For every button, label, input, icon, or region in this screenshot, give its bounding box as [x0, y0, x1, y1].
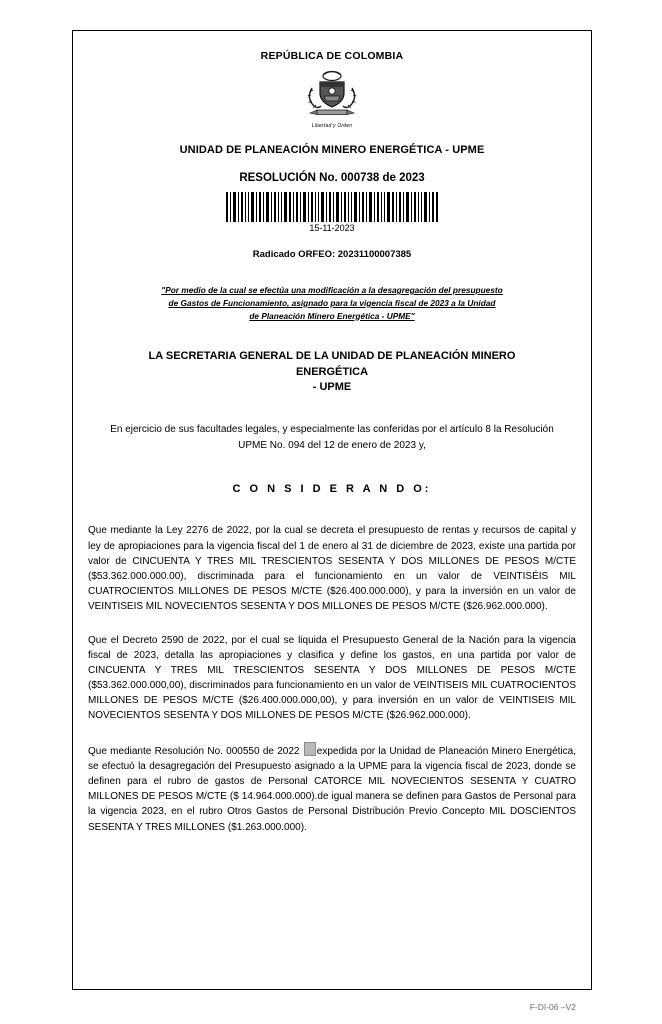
subject-line-3: de Planeación Minero Energética - UPME" — [249, 310, 415, 321]
barcode-date: 15-11-2023 — [309, 223, 355, 233]
authority-line-3: - UPME — [312, 381, 352, 394]
footer-form-code: F-DI-06 –V2 — [529, 1002, 576, 1012]
coat-of-arms-icon — [300, 68, 364, 130]
considerando-heading: C O N S I D E R A N D O: — [232, 483, 432, 496]
subject-line-1: "Por medio de la cual se efectúa una modificación a la desagregación del presupuesto — [161, 285, 503, 295]
paragraph-3 — [88, 742, 576, 835]
document-subject — [108, 284, 556, 323]
stamp-mark-icon — [304, 742, 316, 756]
subject-line-2: de Gastos de Funcionamiento, asignado para la vigencia fiscal de 2023 a la Unidad — [168, 297, 496, 308]
legal-faculties-text: En ejercicio de sus facultades legales, y especialmente las conferidas por el artículo 8 la Resolución UPME No. 094 del 12 de enero de 2023 y, — [110, 424, 554, 451]
coat-of-arms-motto: Libertad y Orden — [311, 123, 353, 129]
country-title: REPÚBLICA DE COLOMBIA — [260, 50, 404, 62]
paragraph-3-part-1: Que mediante Resolución No. 000550 de 2022 — [88, 745, 303, 757]
barcode-image — [224, 192, 440, 222]
resolution-title: RESOLUCIÓN No. 000738 de 2023 — [239, 172, 425, 184]
paragraph-1: Que mediante la Ley 2276 de 2022, por la cual se decreta el presupuesto de rentas y recursos de capital y ley de apropiaciones para la vigencia fiscal del 1 de enero al 31 de diciembre de 2023, existe una partida por valor de CINCUENTA Y TRES MIL TRESCIENTOS SESENTA Y DOS MILLONES DE PESOS M/CTE ($53.362.000.000.00), discriminada para el funcionamiento en un valor de VEINTISÉIS MIL CUATROCIENTOS MILLONES DE PESOS M/CTE ($26.400.000.000), y para la inversión en un valor de VEINTISEIS MIL NOVECIENTOS SESENTA Y DOS MILLONES DE PESOS M/CTE ($26.962.000.000). — [88, 525, 576, 613]
paragraph-2: Que el Decreto 2590 de 2022, por el cual se liquida el Presupuesto General de la Nación para la vigencia fiscal de 2023, detalla las apropiaciones y clasifica y define los gastos, en una partida por valor de CINCUENTA Y TRES MIL TRESCIENTOS SESENTA Y DOS MILLONES DE PESOS M/CTE ($53.362.000.000,00), discriminados para funcionamiento en un valor de VEINTISEIS MIL CUATROCIENTOS MILLONES DE PESOS M/CTE ($26.400.000.000,00), y para inversión en un valor de VEINTISEIS MIL NOVECIENTOS SESENTA Y DOS MILLONES DE PESOS M/CTE ($26.962.000.000). — [88, 634, 576, 722]
authority-line-1: LA SECRETARIA GENERAL DE LA UNIDAD DE PLANEACIÓN MINERO — [148, 349, 516, 362]
radicado-number: Radicado ORFEO: 20231100007385 — [252, 249, 412, 260]
document-content — [88, 42, 576, 1012]
entity-title: UNIDAD DE PLANEACIÓN MINERO ENERGÉTICA - UPME — [179, 144, 485, 156]
issuing-authority — [88, 349, 576, 397]
authority-line-2: ENERGÉTICA — [295, 365, 369, 378]
paragraph-3-part-2: expedida por la Unidad de Planeación Minero Energética, se efectuó la desagregación del Presupuesto asignado a la UPME para la vigencia fiscal de 2023, donde se definen para el rubro de gastos de Personal CATORCE MIL NOVECIENTOS SESENTA Y CUATRO MILLONES DE PESOS M/CTE ($ 14.964.000.000).de igual manera se definen para Gastos de Personal para la vigencia 2023, en el rubro Otros Gastos de Personal Distribución Previo Concepto MIL DOSCIENTOS SESENTA Y TRES MILLONES ($1.263.000.000). — [88, 745, 576, 833]
